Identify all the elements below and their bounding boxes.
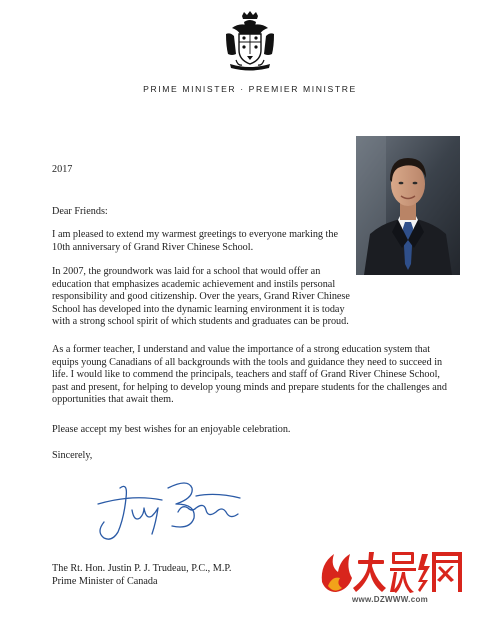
- paragraph-3: As a former teacher, I understand and value the importance of a strong education system that equips young Canadians of all backgrounds with the tools and guidance they need to succeed in life. I would like to commend the principals, teachers and staff of Grand River Chinese School, past and present, for helping to develop young minds and prepare students for the challenges and opportunities that await them.: [52, 344, 447, 406]
- signatory-name: The Rt. Hon. Justin P. J. Trudeau, P.C., M.P.: [52, 563, 232, 574]
- paragraph-4: Please accept my best wishes for an enjoyable celebration.: [52, 424, 291, 435]
- handwritten-signature: [92, 474, 242, 548]
- portrait-photo: [356, 136, 460, 275]
- paragraph-1: I am pleased to extend my warmest greetings to everyone marking the 10th anniversary of Grand River Chinese School.: [52, 229, 339, 253]
- paragraph-2: In 2007, the groundwork was laid for a school that would offer an education that emphasizes academic achievement and instils personal responsibility and good citizenship. Over the years, Grand River Chinese School has developed into the dynamic learning environment it is today with a strong school spirit of which students and graduates can be proud.: [52, 266, 350, 328]
- greeting: Dear Friends:: [52, 206, 108, 217]
- office-title: PRIME MINISTER · PREMIER MINISTRE: [143, 84, 357, 94]
- closing: Sincerely,: [52, 450, 93, 461]
- letter-date: 2017: [52, 164, 73, 175]
- watermark-url: www.DZWWW.com: [352, 595, 429, 604]
- coat-of-arms-icon: [222, 10, 278, 72]
- signatory-title: Prime Minister of Canada: [52, 576, 158, 587]
